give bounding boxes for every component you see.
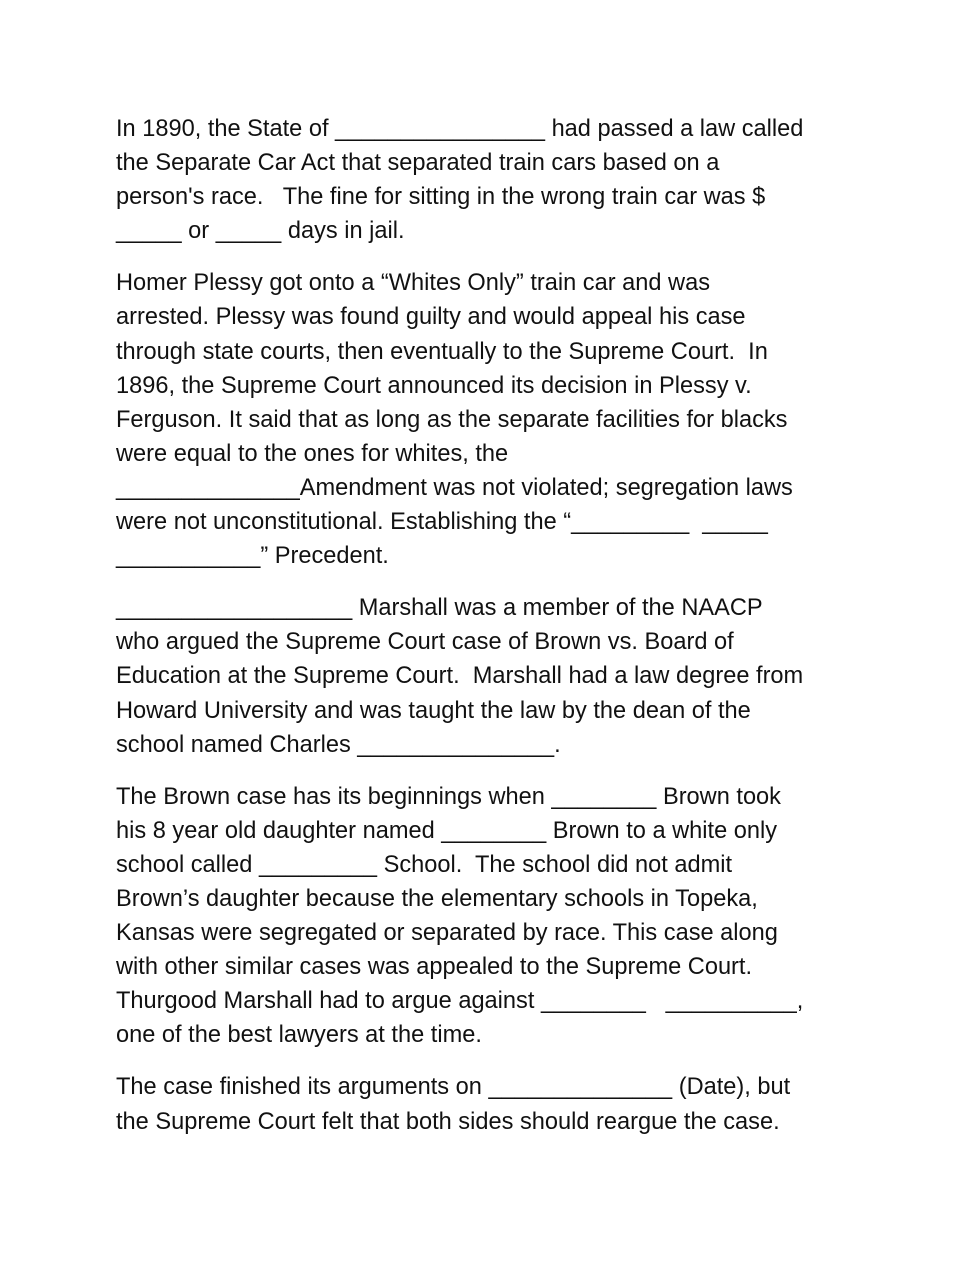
text-line: The Brown case has its beginnings when ________ Brown took [116,783,781,810]
text-line: Homer Plessy got onto a “Whites Only” train car and was [116,270,711,297]
text-line: the Separate Car Act that separated train cars based on a [116,150,720,177]
text-line: school named Charles _______________. [116,731,561,758]
text-line: who argued the Supreme Court case of Brown vs. Board of [116,629,734,656]
worksheet-paragraph [116,266,876,573]
worksheet-paragraph [116,112,876,248]
text-line: In 1890, the State of ________________ had passed a law called [116,116,804,142]
text-line: Howard University and was taught the law by the dean of the [116,697,751,724]
text-line: Brown’s daughter because the elementary schools in Topeka, [116,885,758,912]
text-line: school called _________ School. The school did not admit [116,851,733,878]
text-line: Education at the Supreme Court. Marshall had a law degree from [116,663,804,690]
text-line: were equal to the ones for whites, the [116,440,509,467]
text-line: Kansas were segregated or separated by race. This case along [116,920,778,947]
text-line: _____ or _____ days in jail. [116,218,405,245]
text-line: Ferguson. It said that as long as the separate facilities for blacks [116,406,788,433]
text-line: through state courts, then eventually to the Supreme Court. In [116,338,768,365]
text-line: __________________ Marshall was a member of the NAACP [116,595,763,622]
text-line: Thurgood Marshall had to argue against ________ __________, [116,988,804,1015]
text-line: person's race. The fine for sitting in the wrong train car was $ [116,184,766,211]
text-line: one of the best lawyers at the time. [116,1022,482,1049]
worksheet-paragraph [116,591,876,761]
text-line: were not unconstitutional. Establishing the “_________ _____ [116,509,768,536]
text-line: ___________” Precedent. [116,543,389,570]
text-line: arrested. Plessy was found guilty and would appeal his case [116,304,746,331]
text-line: the Supreme Court felt that both sides should reargue the case. [116,1108,780,1135]
worksheet-paragraph [116,1070,876,1138]
text-line: The case finished its arguments on ______________ (Date), but [116,1074,791,1101]
text-line: his 8 year old daughter named ________ Brown to a white only [116,817,778,844]
text-line: ______________Amendment was not violated; segregation laws [116,474,793,501]
worksheet-paragraph [116,780,876,1053]
worksheet-page [116,112,876,1157]
text-line: with other similar cases was appealed to the Supreme Court. [116,954,753,981]
text-line: 1896, the Supreme Court announced its decision in Plessy v. [116,372,752,399]
